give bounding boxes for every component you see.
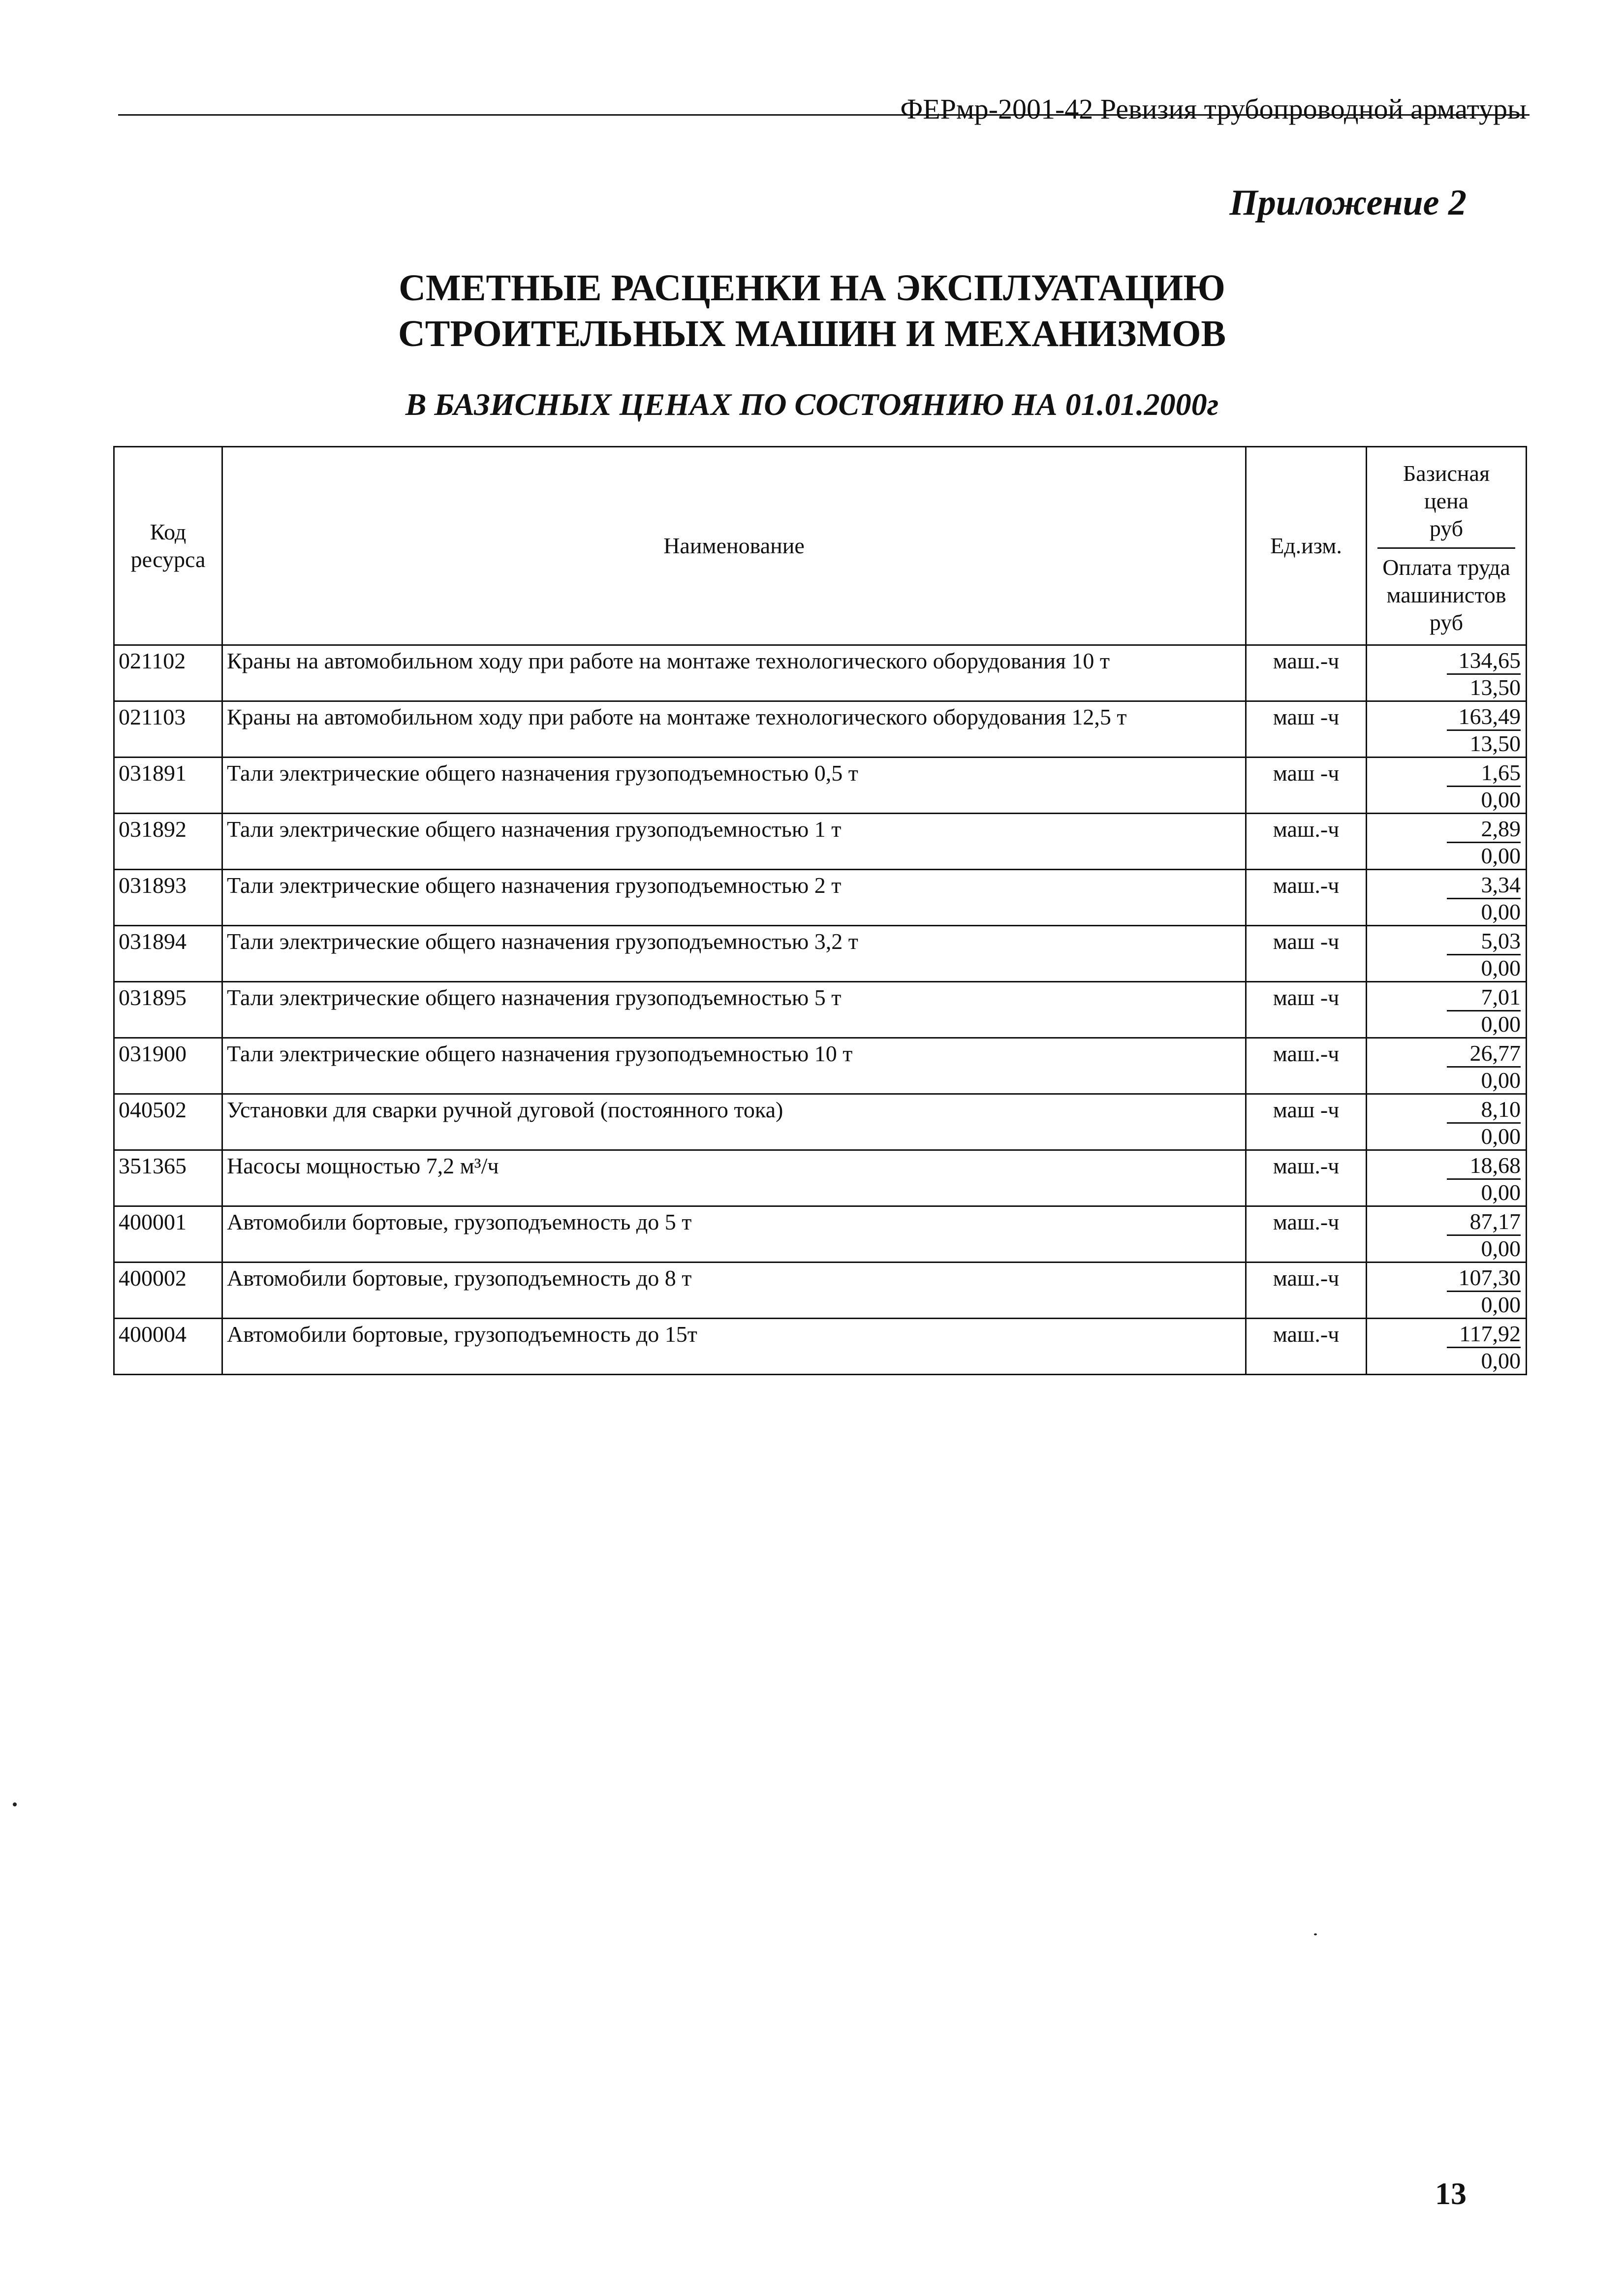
operator-wage-value: 13,50 [1469, 675, 1521, 700]
resource-code-cell: 021102 [114, 645, 222, 701]
resource-name-cell: Автомобили бортовые, грузоподъемность до 8 т [222, 1263, 1246, 1319]
unit-cell: маш.-ч [1246, 870, 1367, 926]
price-cell [1367, 1206, 1527, 1263]
operator-wage-value: 0,00 [1481, 1180, 1521, 1205]
table-row [114, 645, 1527, 701]
price-cell [1367, 1150, 1527, 1206]
base-price-value: 87,17 [1447, 1209, 1521, 1236]
resource-code-cell: 031893 [114, 870, 222, 926]
rates-table [113, 446, 1527, 1375]
table-row [114, 1150, 1527, 1206]
price-cell [1367, 1319, 1527, 1375]
resource-code-cell: 400004 [114, 1319, 222, 1375]
operator-wage-value: 0,00 [1481, 787, 1521, 812]
running-title: ФЕРмр-2001-42 Ревизия трубопроводной арматуры [900, 93, 1527, 125]
header-price-line-2: цена [1424, 488, 1469, 513]
unit-cell: маш.-ч [1246, 1206, 1367, 1263]
unit-cell: маш -ч [1246, 982, 1367, 1038]
table-row [114, 814, 1527, 870]
header-wage-line-2: машинистов [1386, 582, 1506, 607]
price-cell [1367, 701, 1527, 758]
operator-wage-value: 0,00 [1481, 1292, 1521, 1317]
base-price-value: 8,10 [1447, 1097, 1521, 1124]
price-cell [1367, 1094, 1527, 1150]
resource-name-cell: Насосы мощностью 7,2 м³/ч [222, 1150, 1246, 1206]
table-row [114, 701, 1527, 758]
table-row [114, 1263, 1527, 1319]
resource-code-cell: 040502 [114, 1094, 222, 1150]
resource-name-cell: Автомобили бортовые, грузоподъемность до 15т [222, 1319, 1246, 1375]
header-wage-line-3: руб [1429, 609, 1464, 635]
table-row [114, 1038, 1527, 1094]
header-price-line-1: Базисная [1403, 460, 1490, 486]
document-title-line-2: СТРОИТЕЛЬНЫХ МАШИН И МЕХАНИЗМОВ [398, 313, 1226, 354]
table-header-row [114, 447, 1527, 645]
base-price-value: 1,65 [1447, 760, 1521, 787]
operator-wage-value: 0,00 [1481, 1124, 1521, 1149]
resource-name-cell: Краны на автомобильном ходу при работе на монтаже технологического оборудования 12,5 т [222, 701, 1246, 758]
unit-cell: маш -ч [1246, 758, 1367, 814]
resource-code-cell: 351365 [114, 1150, 222, 1206]
resource-code-cell: 400001 [114, 1206, 222, 1263]
resource-code-cell: 031894 [114, 926, 222, 982]
unit-cell: маш -ч [1246, 926, 1367, 982]
base-price-value: 117,92 [1447, 1321, 1521, 1348]
price-cell [1367, 645, 1527, 701]
operator-wage-value: 0,00 [1481, 1068, 1521, 1093]
price-cell [1367, 1263, 1527, 1319]
price-cell [1367, 870, 1527, 926]
unit-cell: маш -ч [1246, 1094, 1367, 1150]
unit-cell: маш.-ч [1246, 1319, 1367, 1375]
table-row [114, 982, 1527, 1038]
header-price-line-3: руб [1429, 515, 1464, 541]
price-cell [1367, 1038, 1527, 1094]
unit-cell: маш -ч [1246, 701, 1367, 758]
resource-name-cell: Краны на автомобильном ходу при работе на монтаже технологического оборудования 10 т [222, 645, 1246, 701]
resource-code-cell: 021103 [114, 701, 222, 758]
resource-code-cell: 031900 [114, 1038, 222, 1094]
resource-code-cell: 400002 [114, 1263, 222, 1319]
base-price-value: 26,77 [1447, 1041, 1521, 1068]
table-row [114, 926, 1527, 982]
unit-cell: маш.-ч [1246, 1038, 1367, 1094]
scan-speck [1314, 1933, 1317, 1935]
table-row [114, 1319, 1527, 1375]
resource-name-cell: Тали электрические общего назначения грузоподъемностью 3,2 т [222, 926, 1246, 982]
page-number: 13 [1435, 2176, 1467, 2211]
operator-wage-value: 0,00 [1481, 843, 1521, 868]
base-price-value: 163,49 [1447, 704, 1521, 731]
table-row [114, 758, 1527, 814]
table-row [114, 1094, 1527, 1150]
header-code-line-1: Код [150, 519, 187, 544]
resource-code-cell: 031891 [114, 758, 222, 814]
resource-name-cell: Тали электрические общего назначения грузоподъемностью 1 т [222, 814, 1246, 870]
header-name: Наименование [222, 447, 1246, 645]
document-title-line-1: СМЕТНЫЕ РАСЦЕНКИ НА ЭКСПЛУАТАЦИЮ [399, 267, 1225, 309]
unit-cell: маш.-ч [1246, 1150, 1367, 1206]
base-price-value: 7,01 [1447, 984, 1521, 1011]
header-code-line-2: ресурса [130, 547, 206, 572]
resource-name-cell: Установки для сварки ручной дуговой (постоянного тока) [222, 1094, 1246, 1150]
base-price-value: 134,65 [1447, 648, 1521, 675]
table-row [114, 870, 1527, 926]
resource-name-cell: Тали электрические общего назначения грузоподъемностью 10 т [222, 1038, 1246, 1094]
operator-wage-value: 13,50 [1469, 731, 1521, 756]
base-price-value: 5,03 [1447, 928, 1521, 955]
unit-cell: маш.-ч [1246, 1263, 1367, 1319]
operator-wage-value: 0,00 [1481, 899, 1521, 924]
resource-name-cell: Тали электрические общего назначения грузоподъемностью 5 т [222, 982, 1246, 1038]
operator-wage-value: 0,00 [1481, 1348, 1521, 1373]
price-cell [1367, 814, 1527, 870]
document-subtitle: В БАЗИСНЫХ ЦЕНАХ ПО СОСТОЯНИЮ НА 01.01.2000г [405, 387, 1219, 422]
appendix-label: Приложение 2 [1229, 183, 1467, 223]
resource-name-cell: Тали электрические общего назначения грузоподъемностью 0,5 т [222, 758, 1246, 814]
base-price-value: 2,89 [1447, 816, 1521, 843]
base-price-value: 18,68 [1447, 1153, 1521, 1180]
price-cell [1367, 758, 1527, 814]
table-row [114, 1206, 1527, 1263]
resource-name-cell: Автомобили бортовые, грузоподъемность до 5 т [222, 1206, 1246, 1263]
header-rule [118, 114, 1530, 116]
scan-speck [13, 1802, 17, 1806]
operator-wage-value: 0,00 [1481, 955, 1521, 980]
operator-wage-value: 0,00 [1481, 1236, 1521, 1261]
resource-name-cell: Тали электрические общего назначения грузоподъемностью 2 т [222, 870, 1246, 926]
price-cell [1367, 926, 1527, 982]
header-wage-line-1: Оплата труда [1382, 554, 1510, 580]
unit-cell: маш.-ч [1246, 645, 1367, 701]
header-unit: Ед.изм. [1246, 447, 1367, 645]
base-price-value: 3,34 [1447, 872, 1521, 899]
price-cell [1367, 982, 1527, 1038]
rates-table-body [114, 645, 1527, 1375]
header-price [1367, 447, 1527, 645]
resource-code-cell: 031895 [114, 982, 222, 1038]
header-code [114, 447, 222, 645]
unit-cell: маш.-ч [1246, 814, 1367, 870]
base-price-value: 107,30 [1447, 1265, 1521, 1292]
operator-wage-value: 0,00 [1481, 1011, 1521, 1037]
resource-code-cell: 031892 [114, 814, 222, 870]
